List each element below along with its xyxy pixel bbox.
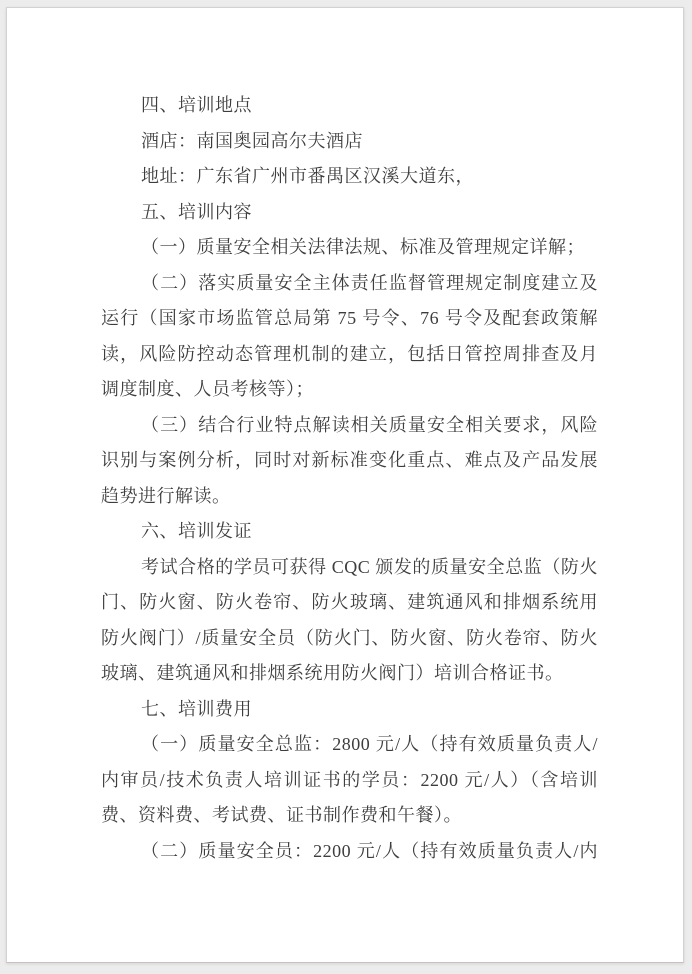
document-line: 内审员/技术负责人培训证书的学员：2200 元/人）（含培训 bbox=[101, 769, 598, 790]
document-line: 识别与案例分析，同时对新标准变化重点、难点及产品发展 bbox=[101, 450, 598, 470]
document-line: 玻璃、建筑通风和排烟系统用防火阀门）培训合格证书。 bbox=[101, 663, 564, 683]
document-line: （二）落实质量安全主体责任监督管理规定制度建立及 bbox=[141, 272, 598, 293]
document-line: 六、培训发证 bbox=[141, 521, 252, 541]
document-line: （三）结合行业特点解读相关质量安全相关要求，风险 bbox=[141, 414, 598, 435]
document-line: （二）质量安全员：2200 元/人（持有效质量负责人/内 bbox=[141, 840, 598, 861]
document-line: 费、资料费、考试费、证书制作费和午餐）。 bbox=[101, 805, 462, 825]
document-line: 五、培训内容 bbox=[141, 201, 252, 222]
document-line: 读，风险防控动态管理机制的建立，包括日管控周排查及月 bbox=[101, 343, 598, 364]
document-line: 四、培训地点 bbox=[141, 95, 252, 115]
document-line: （一）质量安全相关法律法规、标准及管理规定详解； bbox=[141, 237, 585, 257]
document-line: 趋势进行解读。 bbox=[101, 485, 231, 506]
document-line: 运行（国家市场监管总局第 75 号令、76 号令及配套政策解 bbox=[101, 308, 598, 328]
document-line: 防火阀门）/质量安全员（防火门、防火窗、防火卷帘、防火 bbox=[101, 627, 598, 648]
document-line: （一）质量安全总监：2800 元/人（持有效质量负责人/ bbox=[141, 734, 598, 754]
document-line: 调度制度、人员考核等）； bbox=[101, 379, 314, 399]
document-line: 门、防火窗、防火卷帘、防火玻璃、建筑通风和排烟系统用 bbox=[101, 592, 598, 612]
document-line: 酒店：南国奥园高尔夫酒店 bbox=[141, 130, 363, 151]
document-line: 地址：广东省广州市番禺区汉溪大道东， bbox=[141, 166, 474, 186]
document-page bbox=[6, 7, 684, 963]
document-body bbox=[101, 88, 598, 869]
document-line: 七、培训费用 bbox=[141, 698, 252, 719]
document-line: 考试合格的学员可获得 CQC 颁发的质量安全总监（防火 bbox=[141, 556, 598, 577]
